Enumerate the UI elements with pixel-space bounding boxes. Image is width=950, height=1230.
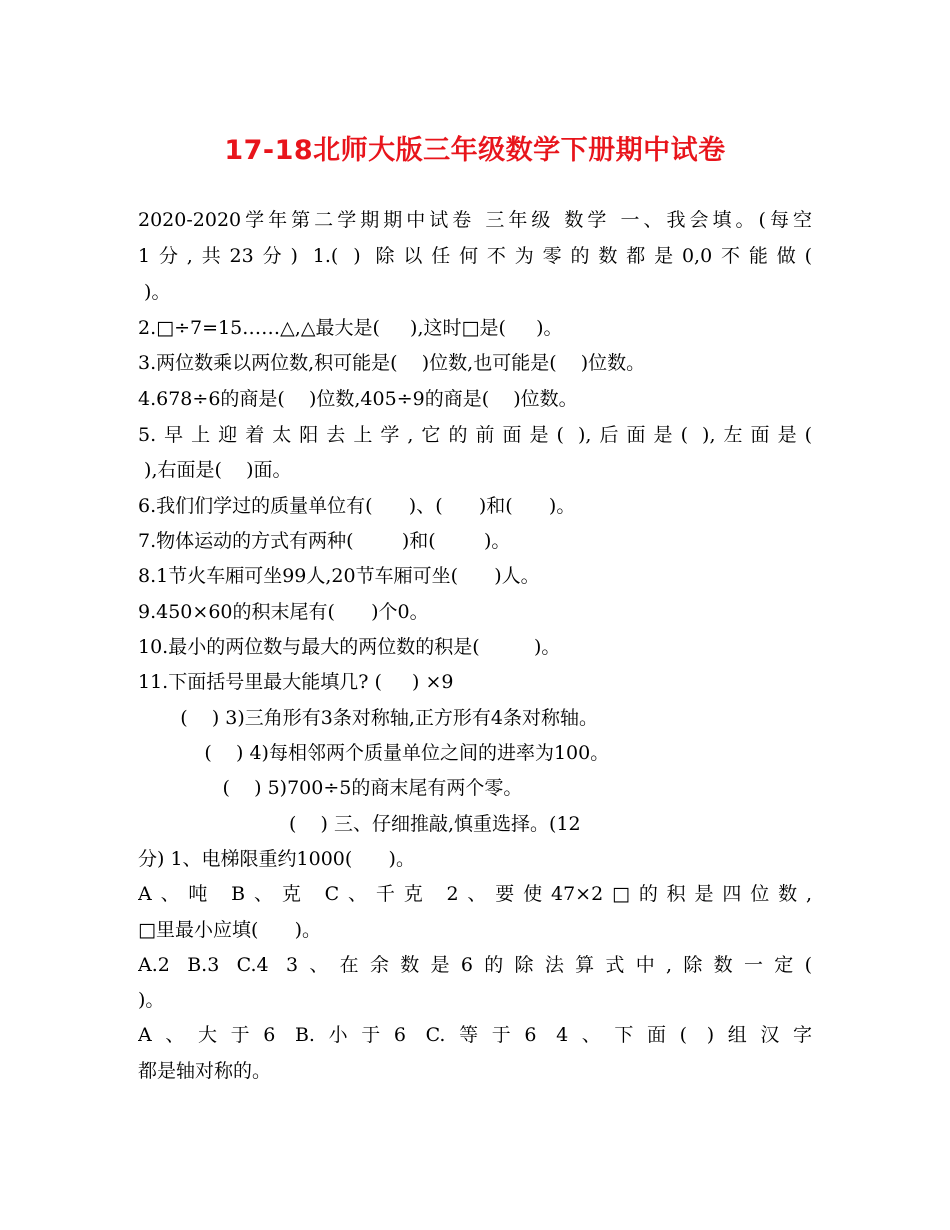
text-line: 9.450×60的积末尾有( )个0。 [138, 601, 429, 623]
text-line: □里最小应填( )。 [138, 919, 322, 941]
text-line: 10.最小的两位数与最大的两位数的积是( )。 [138, 636, 561, 658]
text-line: 6.我们们学过的质量单位有( )、( )和( )。 [138, 495, 576, 517]
text-line: 4.678÷6的商是( )位数,405÷9的商是( )位数。 [138, 388, 578, 410]
text-line: ( ) 3)三角形有3条对称轴,正方形有4条对称轴。 [138, 707, 599, 729]
text-line: A.2 B.3 C.4 3、在余数是6的除法算式中,除数一定( [138, 954, 812, 976]
text-line: ),右面是( )面。 [138, 459, 292, 481]
text-line: )。 [138, 989, 165, 1011]
text-line: 5.早上迎着太阳去上学,它的前面是( ),后面是( ),左面是( [138, 424, 812, 446]
text-line: ( ) 5)700÷5的商末尾有两个零。 [138, 777, 523, 799]
page-title: 17-18北师大版三年级数学下册期中试卷 [224, 135, 726, 166]
text-line: ( ) 三、仔细推敲,慎重选择。(12 [138, 813, 581, 835]
text-line: A、吨 B、克 C、千克 2、要使47×2□的积是四位数, [138, 883, 812, 905]
text-line: 8.1节火车厢可坐99人,20节车厢可坐( )人。 [138, 565, 540, 587]
text-line: 7.物体运动的方式有两种( )和( )。 [138, 530, 511, 552]
text-line: 都是轴对称的。 [138, 1060, 272, 1082]
text-line: 11.下面括号里最大能填几? ( ) ×9 [138, 671, 454, 693]
text-line: 2.□÷7=15……△,△最大是( ),这时□是( )。 [138, 317, 563, 339]
text-line: 2020-2020学年第二学期期中试卷 三年级 数学 一、我会填。(每空 [138, 209, 812, 231]
text-line: ( ) 4)每相邻两个质量单位之间的进率为100。 [138, 742, 610, 764]
text-line: 1分,共23分) 1.( ) 除以任何不为零的数都是0,0不能做( [138, 245, 812, 267]
text-line: )。 [138, 281, 171, 303]
text-line: 分) 1、电梯限重约1000( )。 [138, 848, 415, 870]
text-line: A、大于6 B.小于6 C.等于6 4、下面( )组汉字 [138, 1024, 812, 1046]
text-line: 3.两位数乘以两位数,积可能是( )位数,也可能是( )位数。 [138, 352, 646, 374]
